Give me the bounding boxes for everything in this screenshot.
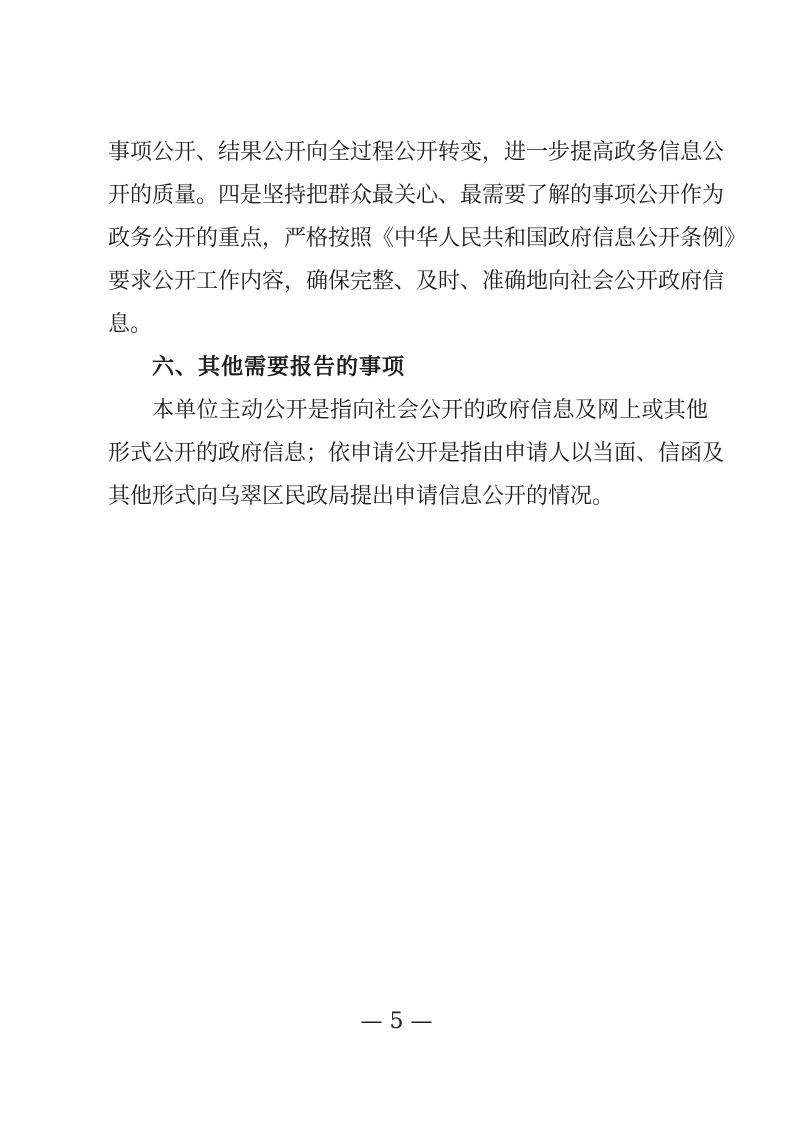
paragraph-line: 要求公开工作内容，确保完整、及时、准确地向社会公开政府信 [108,269,725,294]
section-heading: 六、其他需要报告的事项 [152,355,406,380]
paragraph-line: 事项公开、结果公开向全过程公开转变，进一步提高政务信息公 [108,140,725,165]
page-number: — 5 — [360,1009,433,1034]
paragraph-line: 开的质量。四是坚持把群众最关心、最需要了解的事项公开作为 [108,183,725,208]
paragraph-line: 政务公开的重点，严格按照《中华人民共和国政府信息公开条例》 [108,226,747,251]
paragraph-line: 本单位主动公开是指向社会公开的政府信息及网上或其他 [152,398,708,423]
paragraph-line: 形式公开的政府信息；依申请公开是指由申请人以当面、信函及 [108,441,725,466]
paragraph-line: 息。 [108,312,153,337]
paragraph-line: 其他形式向乌翠区民政局提出申请信息公开的情况。 [108,484,615,509]
